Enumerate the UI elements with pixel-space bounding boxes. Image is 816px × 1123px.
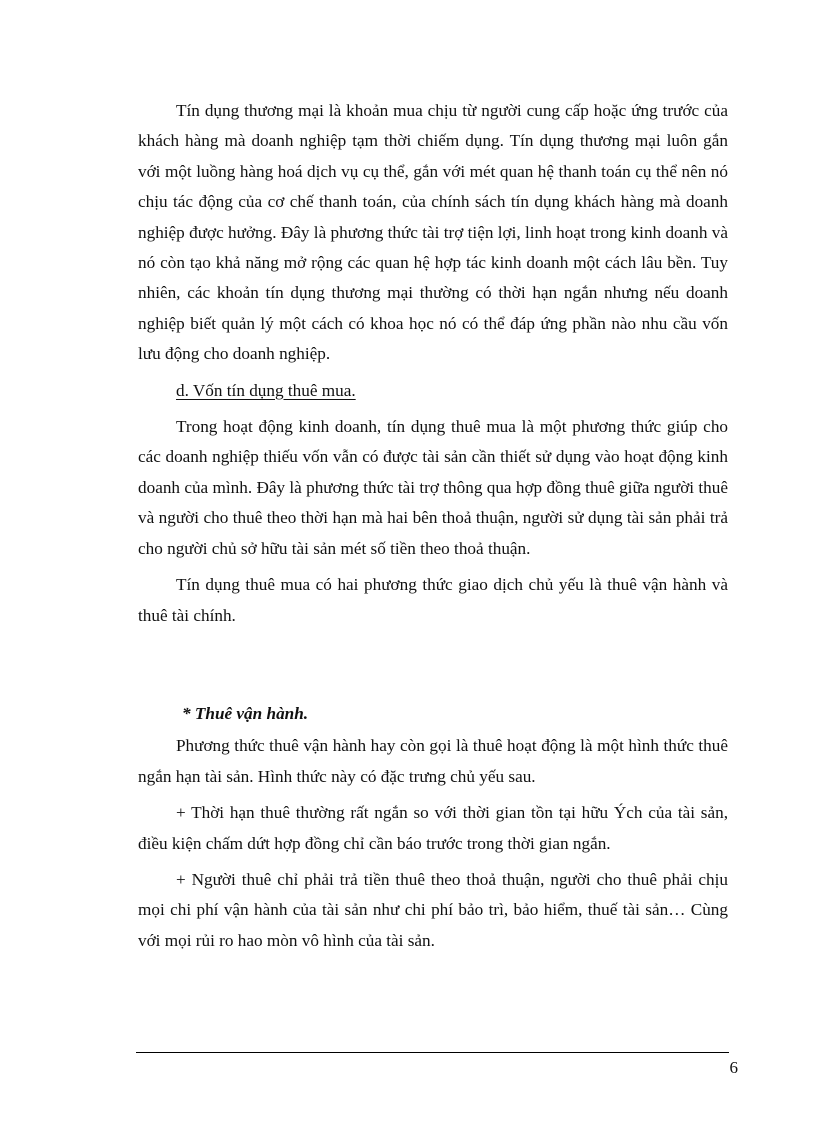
paragraph-operating-lease-definition: Phương thức thuê vận hành hay còn gọi là thuê hoạt động là một hình thức thuê ngắn hạn tài sản. Hình thức này có đặc trưng chủ yếu sau. — [138, 736, 728, 786]
paragraph-operating-lease-costs: + Người thuê chỉ phải trả tiền thuê theo thoả thuận, người cho thuê phải chịu mọi chi phí vận hành của tài sản như chi phí bảo trì, bảo hiểm, thuế tài sản… Cùng với mọi rủi ro hao mòn vô hình của tài sản. — [138, 869, 728, 950]
paragraph-lease-methods: Tín dụng thuê mua có hai phương thức giao dịch chủ yếu là thuê vận hành và thuê tài chính. — [138, 575, 728, 625]
paragraph-operating-lease-term: + Thời hạn thuê thường rất ngắn so với thời gian tồn tại hữu Ých của tài sản, điều kiện chấm dứt hợp đồng chỉ cần báo trước trong thời gian ngắn. — [138, 803, 728, 853]
page-number: 6 — [729, 1058, 738, 1077]
document-body — [138, 96, 728, 962]
subheading-operating-lease: * Thuê vận hành. — [182, 703, 309, 723]
paragraph-trade-credit: Tín dụng thương mại là khoản mua chịu từ người cung cấp hoặc ứng trước của khách hàng mà doanh nghiệp tạm thời chiếm dụng. Tín dụng thương mại luôn gắn với một luồng hàng hoá dịch vụ cụ thể, gắn với mét quan hệ thanh toán cụ thể nên nó chịu tác động của cơ chế thanh toán, của chính sách tín dụng khách hàng mà doanh nghiệp được hưởng. Đây là phương thức tài trợ tiện lợi, linh hoạt trong kinh doanh và nó còn tạo khả năng mở rộng các quan hệ hợp tác kinh doanh một cách lâu bền. Tuy nhiên, các khoản tín dụng thương mại thường có thời hạn ngắn nhưng nếu doanh nghiệp biết quản lý một cách có khoa học nó có thể đáp ứng phần nào nhu cầu vốn lưu động cho doanh nghiệp. — [138, 101, 728, 364]
section-heading-lease-credit-text: d. Vốn tín dụng thuê mua. — [176, 380, 356, 400]
section-heading-lease-credit — [138, 376, 728, 406]
paragraph-lease-credit: Trong hoạt động kinh doanh, tín dụng thuê mua là một phương thức giúp cho các doanh nghiệp thiếu vốn vẫn có được tài sản cần thiết sử dụng vào hoạt động kinh doanh của mình. Đây là phương thức tài trợ thông qua hợp đồng thuê giữa người thuê và người cho thuê theo thời hạn mà hai bên thoả thuận, người sử dụng tài sản phải trả cho người chủ sở hữu tài sản mét số tiền theo thoả thuận. — [138, 417, 728, 558]
section-spacer — [138, 637, 728, 699]
footer-divider — [136, 1052, 729, 1053]
